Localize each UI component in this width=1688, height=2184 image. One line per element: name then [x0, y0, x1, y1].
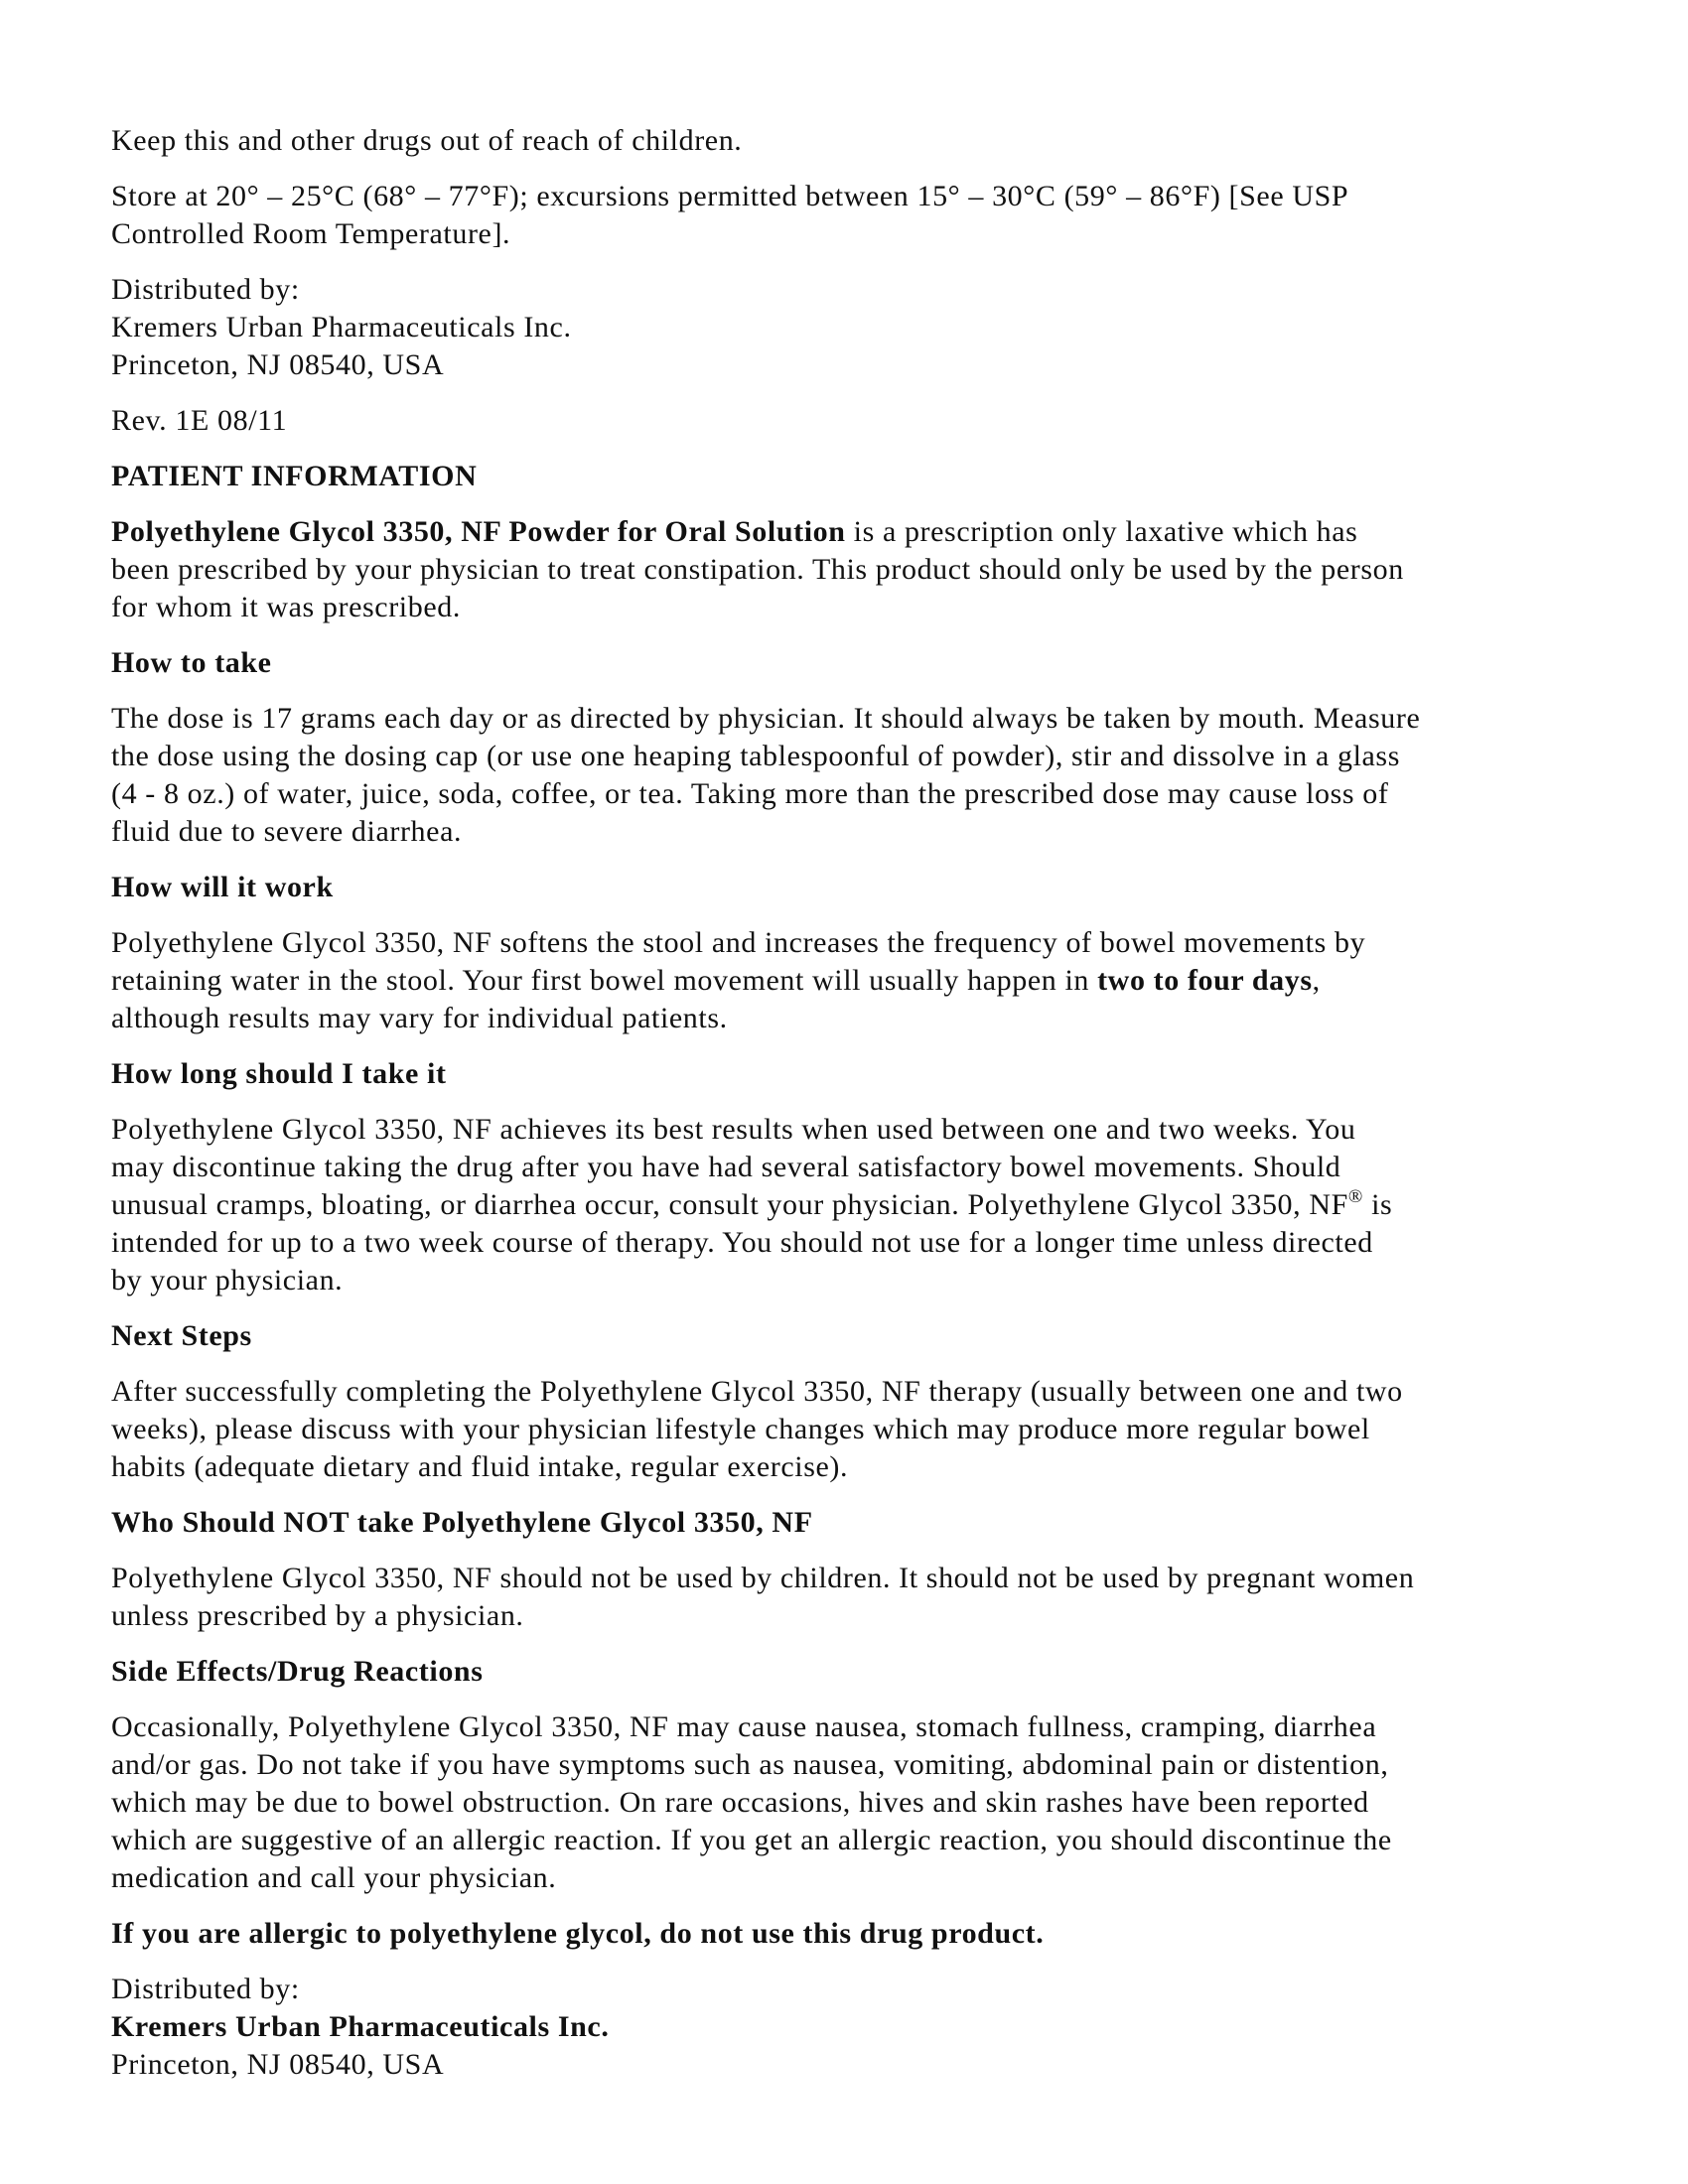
text-segment: retaining water in the stool. Your first bowel movement will usually happen in [111, 964, 1098, 997]
revision [111, 402, 1581, 440]
storage-temperature [111, 178, 1581, 253]
text-segment: Polyethylene Glycol 3350, NF should not be used by children. It should not be used by pregnant women [111, 1562, 1415, 1594]
text-segment: by your physician. [111, 1264, 344, 1297]
text-segment: been prescribed by your physician to treat constipation. This product should only be used by the person [111, 553, 1404, 586]
bold-text: How long should I take it [111, 1057, 447, 1090]
text-segment: which are suggestive of an allergic reaction. If you get an allergic reaction, you should discontinue the [111, 1824, 1392, 1856]
registered-mark: ® [1347, 1186, 1363, 1207]
text-line [111, 962, 1581, 1000]
text-line [111, 513, 1581, 551]
bold-text: PATIENT INFORMATION [111, 460, 478, 492]
bold-text: Polyethylene Glycol 3350, NF Powder for Oral Solution [111, 515, 846, 548]
text-line [111, 700, 1581, 738]
text-segment: fluid due to severe diarrhea. [111, 815, 463, 848]
text-line [111, 1317, 1581, 1355]
text-line [111, 2046, 1581, 2084]
text-line [111, 271, 1581, 309]
text-segment: The dose is 17 grams each day or as directed by physician. It should always be taken by mouth. Measure [111, 702, 1421, 735]
text-line [111, 1653, 1581, 1691]
heading-who-should-not [111, 1504, 1581, 1542]
text-line [111, 551, 1581, 589]
distributor-info [111, 271, 1581, 384]
text-line [111, 1971, 1581, 2008]
text-line [111, 1149, 1581, 1186]
heading-patient-information [111, 458, 1581, 495]
text-line [111, 924, 1581, 962]
text-line [111, 1448, 1581, 1486]
heading-how-will-it-work [111, 869, 1581, 906]
text-segment: Princeton, NJ 08540, USA [111, 2048, 445, 2081]
heading-next-steps [111, 1317, 1581, 1355]
text-line [111, 738, 1581, 775]
text-segment: for whom it was prescribed. [111, 591, 461, 623]
text-segment: Polyethylene Glycol 3350, NF softens the stool and increases the frequency of bowel movements by [111, 926, 1366, 959]
bold-text: Side Effects/Drug Reactions [111, 1655, 484, 1688]
document-page [111, 122, 1581, 2102]
text-segment: weeks), please discuss with your physician lifestyle changes which may produce more regular bowel [111, 1413, 1370, 1445]
text-segment: the dose using the dosing cap (or use one heaping tablespoonful of powder), stir and dissolve in a glass [111, 740, 1400, 772]
text-segment: (4 - 8 oz.) of water, juice, soda, coffee, or tea. Taking more than the prescribed dose may cause loss of [111, 777, 1389, 810]
heading-how-to-take [111, 644, 1581, 682]
text-line [111, 402, 1581, 440]
heading-how-long [111, 1055, 1581, 1093]
bold-text: Next Steps [111, 1319, 252, 1352]
bold-text: Who Should NOT take Polyethylene Glycol 3350, NF [111, 1506, 813, 1539]
text-segment: Keep this and other drugs out of reach of children. [111, 124, 743, 157]
side-effects-paragraph [111, 1708, 1581, 1897]
text-segment: medication and call your physician. [111, 1861, 557, 1894]
text-line [111, 1822, 1581, 1859]
text-segment: although results may vary for individual patients. [111, 1002, 728, 1034]
text-line [111, 1560, 1581, 1597]
text-line [111, 1186, 1581, 1224]
text-line [111, 2008, 1581, 2046]
text-segment: unusual cramps, bloating, or diarrhea occur, consult your physician. Polyethylene Glycol 3350, NF [111, 1188, 1348, 1221]
text-line [111, 1859, 1581, 1897]
text-line [111, 775, 1581, 813]
text-segment: Polyethylene Glycol 3350, NF achieves its best results when used between one and two weeks. You [111, 1113, 1356, 1146]
text-line [111, 309, 1581, 346]
text-segment: unless prescribed by a physician. [111, 1599, 524, 1632]
distributor-info-bottom [111, 1971, 1581, 2084]
text-line [111, 1784, 1581, 1822]
text-line [111, 1411, 1581, 1448]
text-segment: , [1312, 964, 1321, 997]
bold-text: How will it work [111, 871, 334, 903]
who-should-not-paragraph [111, 1560, 1581, 1635]
bold-text: Kremers Urban Pharmaceuticals Inc. [111, 2010, 610, 2043]
text-line [111, 644, 1581, 682]
text-line [111, 1262, 1581, 1299]
text-segment: Distributed by: [111, 273, 300, 306]
text-segment: and/or gas. Do not take if you have symptoms such as nausea, vomiting, abdominal pain or distention, [111, 1748, 1389, 1781]
text-segment: is [1362, 1188, 1393, 1221]
text-line [111, 1111, 1581, 1149]
bold-text: If you are allergic to polyethylene glycol, do not use this drug product. [111, 1917, 1045, 1950]
text-segment: intended for up to a two week course of therapy. You should not use for a longer time unless directed [111, 1226, 1373, 1259]
text-line [111, 1224, 1581, 1262]
text-line [111, 813, 1581, 851]
bold-text: two to four days [1097, 964, 1313, 997]
how-to-take-paragraph [111, 700, 1581, 851]
text-segment: is a prescription only laxative which has [845, 515, 1358, 548]
text-segment: Rev. 1E 08/11 [111, 404, 288, 437]
storage-warning [111, 122, 1581, 160]
text-line [111, 178, 1581, 215]
text-segment: After successfully completing the Polyethylene Glycol 3350, NF therapy (usually between one and two [111, 1375, 1403, 1408]
text-segment: Distributed by: [111, 1973, 300, 2005]
how-will-it-work-paragraph [111, 924, 1581, 1037]
bold-text: How to take [111, 646, 272, 679]
text-segment: Kremers Urban Pharmaceuticals Inc. [111, 311, 572, 343]
next-steps-paragraph [111, 1373, 1581, 1486]
text-segment: Store at 20° – 25°C (68° – 77°F); excursions permitted between 15° – 30°C (59° – 86°F) [See USP [111, 180, 1349, 212]
text-segment: which may be due to bowel obstruction. On rare occasions, hives and skin rashes have been reported [111, 1786, 1369, 1819]
text-line [111, 122, 1581, 160]
text-line [111, 1504, 1581, 1542]
text-line [111, 346, 1581, 384]
text-line [111, 1915, 1581, 1953]
text-segment: Occasionally, Polyethylene Glycol 3350, NF may cause nausea, stomach fullness, cramping, diarrhea [111, 1710, 1377, 1743]
text-line [111, 458, 1581, 495]
text-line [111, 1000, 1581, 1037]
text-segment: Princeton, NJ 08540, USA [111, 348, 445, 381]
text-segment: Controlled Room Temperature]. [111, 217, 511, 250]
how-long-paragraph [111, 1111, 1581, 1299]
intro-paragraph [111, 513, 1581, 626]
heading-side-effects [111, 1653, 1581, 1691]
text-line [111, 215, 1581, 253]
text-line [111, 1597, 1581, 1635]
text-line [111, 869, 1581, 906]
text-line [111, 1708, 1581, 1746]
text-segment: may discontinue taking the drug after you have had several satisfactory bowel movements. Should [111, 1151, 1341, 1183]
text-line [111, 589, 1581, 626]
text-line [111, 1746, 1581, 1784]
text-segment: habits (adequate dietary and fluid intake, regular exercise). [111, 1450, 849, 1483]
allergy-warning [111, 1915, 1581, 1953]
text-line [111, 1055, 1581, 1093]
text-line [111, 1373, 1581, 1411]
